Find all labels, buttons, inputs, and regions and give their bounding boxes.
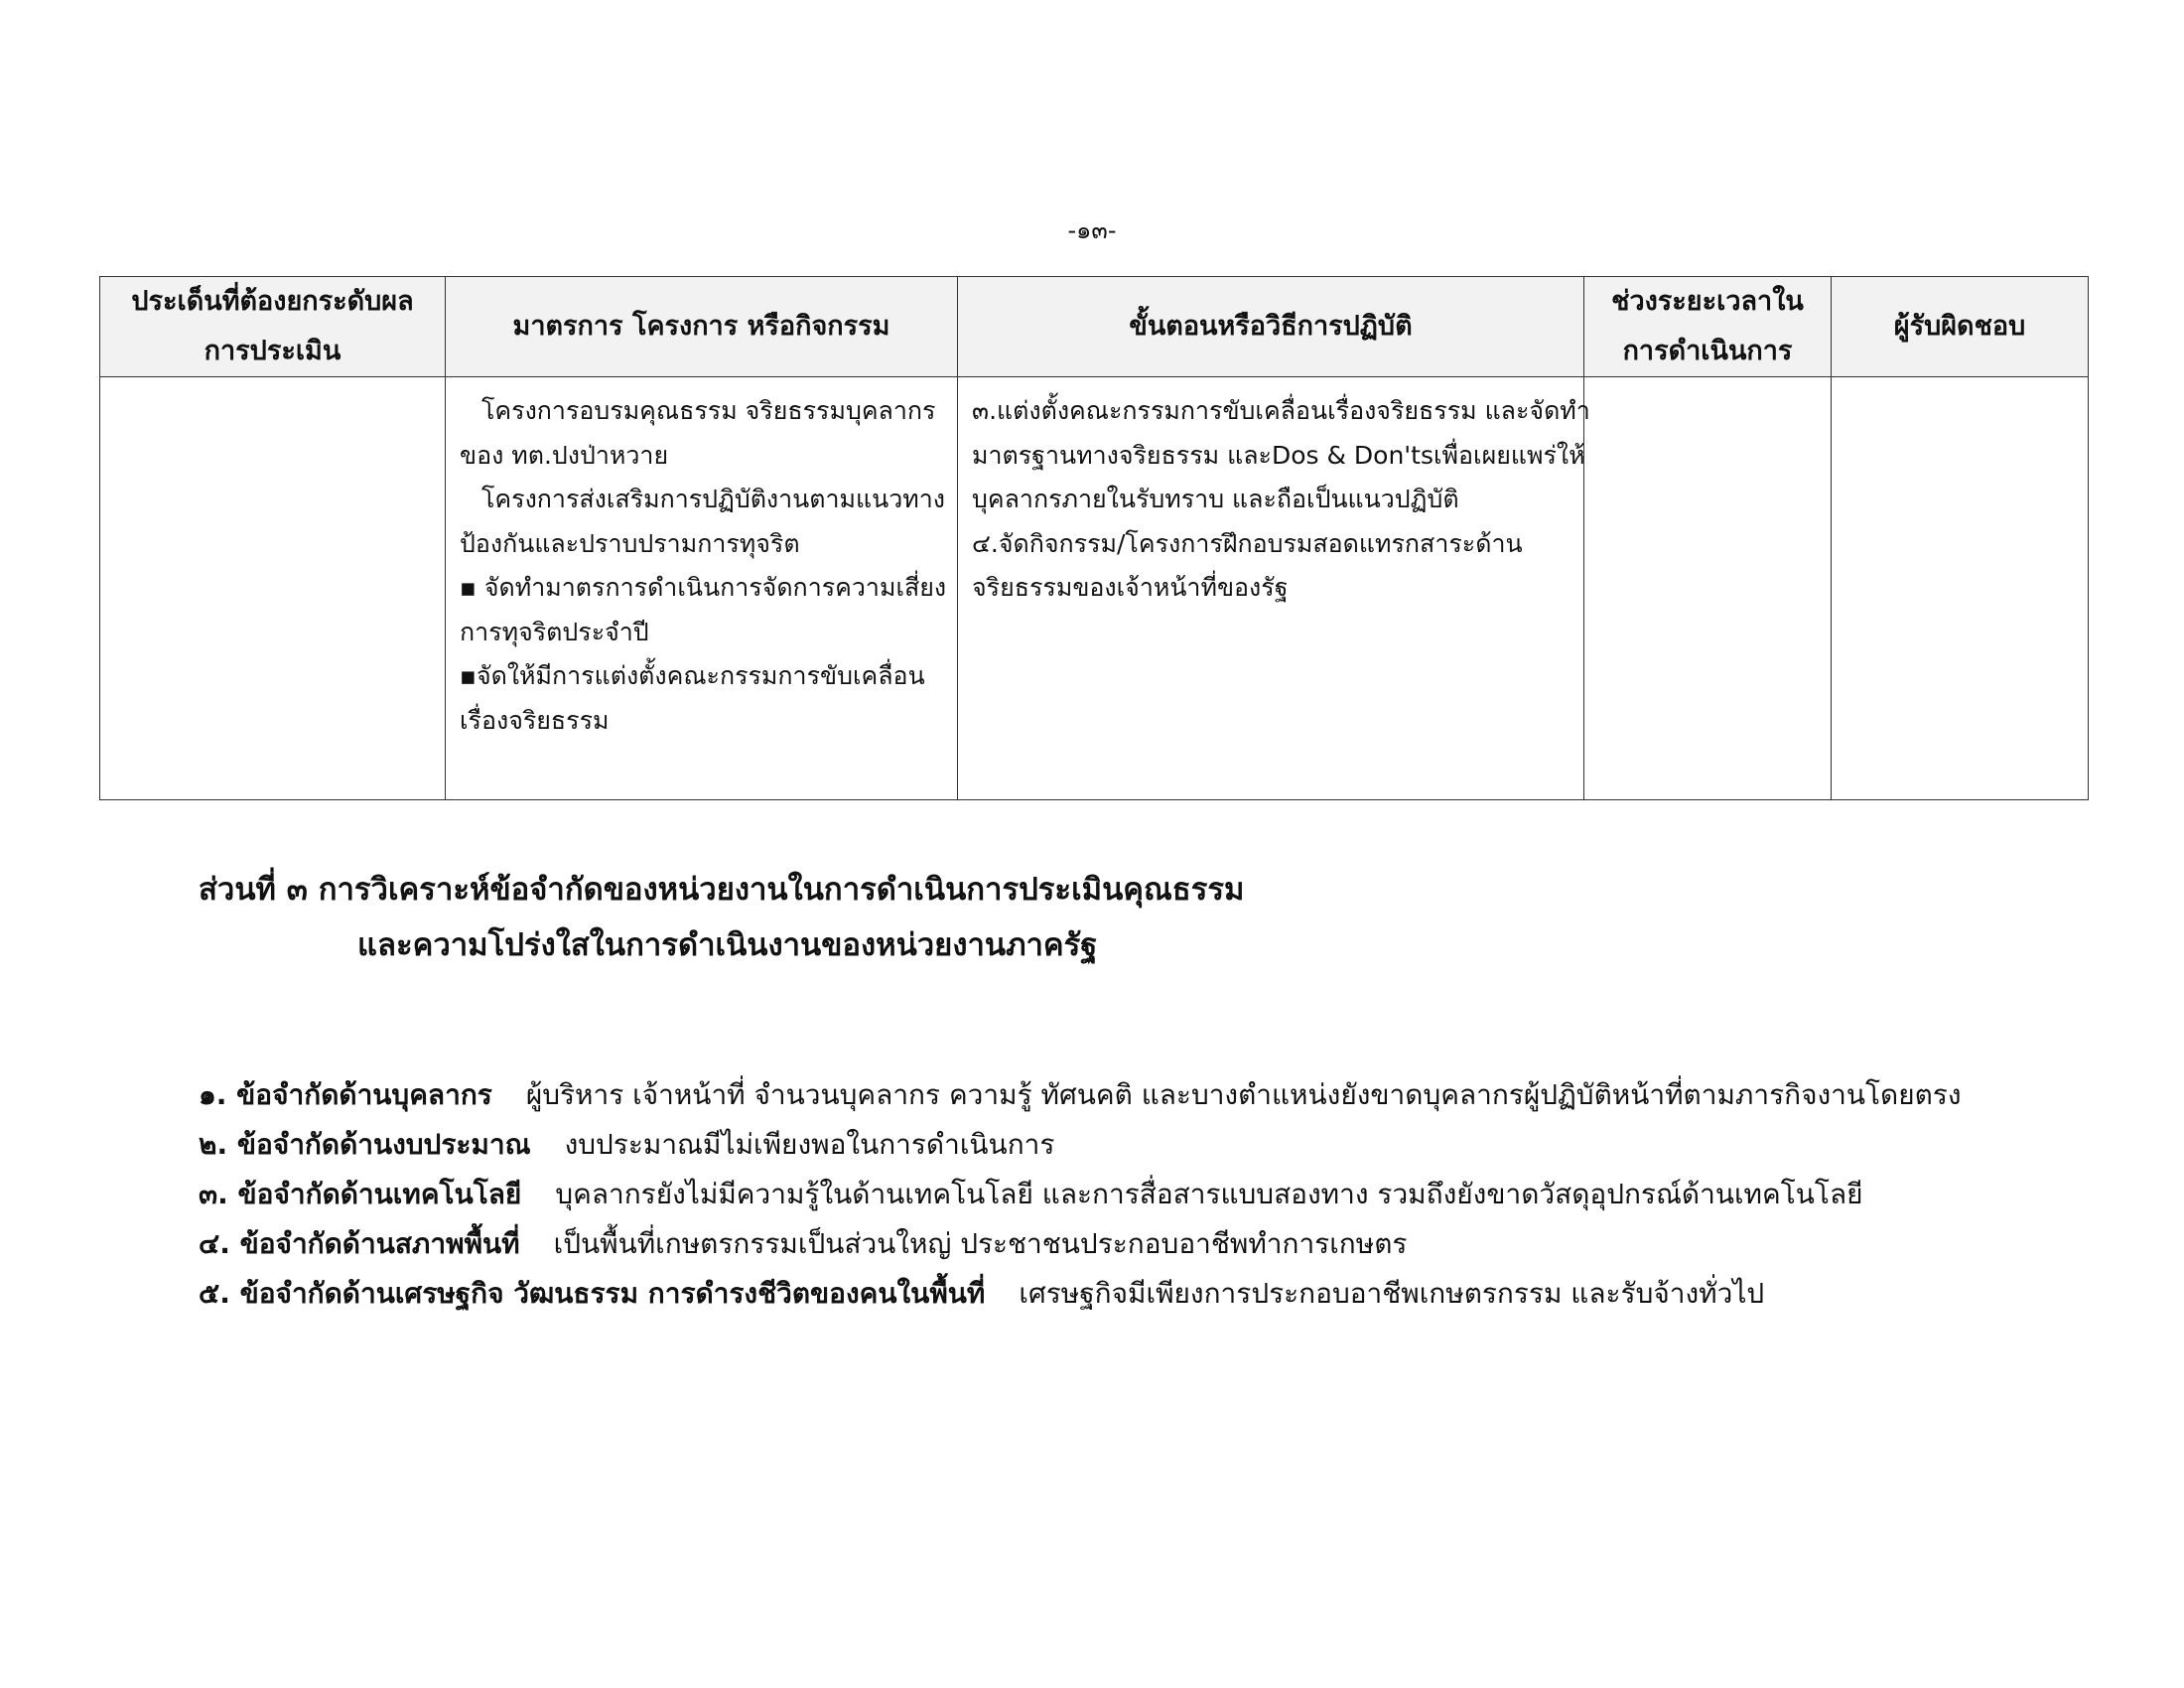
list-item [199, 1170, 1962, 1219]
measure-line: ▪จัดให้มีการแต่งตั้งคณะกรรมการขับเคลื่อน [460, 661, 925, 690]
cell-responsible [1832, 377, 2089, 800]
measure-line: ป้องกันและปราบปรามการทุจริต [460, 528, 800, 558]
step-line: มาตรฐานทางจริยธรรม และDos & Don'tsเพื่อเผยแพร่ให้ [972, 440, 1585, 470]
step-line: จริยธรรมของเจ้าหน้าที่ของรัฐ [972, 573, 1289, 602]
section-3-subtitle: และความโปร่งใสในการดำเนินงานของหน่วยงานภาครัฐ [357, 927, 1098, 963]
cell-measures [446, 377, 958, 800]
list-item [199, 1070, 1962, 1120]
measure-line: โครงการอบรมคุณธรรม จริยธรรมบุคลากร [481, 396, 936, 425]
section-3-title: ส่วนที่ ๓ การวิเคราะห์ข้อจำกัดของหน่วยงานในการดำเนินการประเมินคุณธรรม [199, 872, 1245, 908]
header-period: ช่วงระยะเวลาใน การดำเนินการ [1584, 277, 1832, 377]
header-measures: มาตรการ โครงการ หรือกิจกรรม [446, 277, 958, 377]
limitation-label: ๔. ข้อจำกัดด้านสภาพพื้นที่ [199, 1227, 520, 1260]
action-plan-table [99, 276, 2089, 800]
limitation-text: บุคลากรยังไม่มีความรู้ในด้านเทคโนโลยี และการสื่อสารแบบสองทาง รวมถึงยังขาดวัสดุอุปกรณ์ด้านเทคโนโลยี [555, 1178, 1863, 1210]
limitations-list [199, 1070, 1962, 1319]
limitation-label: ๕. ข้อจำกัดด้านเศรษฐกิจ วัฒนธรรม การดำรงชีวิตของคนในพื้นที่ [199, 1277, 986, 1310]
limitation-text: ผู้บริหาร เจ้าหน้าที่ จำนวนบุคลากร ความรู้ ทัศนคติ และบางตำแหน่งยังขาดบุคลากรผู้ปฏิบัติหน้าที่ตามภารกิจงานโดยตรง [525, 1078, 1962, 1111]
step-line: บุคลากรภายในรับทราบ และถือเป็นแนวปฏิบัติ [972, 485, 1459, 513]
limitation-text: งบประมาณมีไม่เพียงพอในการดำเนินการ [564, 1128, 1055, 1161]
header-issue: ประเด็นที่ต้องยกระดับผล การประเมิน [100, 277, 446, 377]
cell-steps [958, 377, 1590, 800]
header-responsible: ผู้รับผิดชอบ [1832, 277, 2089, 377]
list-item [199, 1219, 1962, 1269]
measure-line: ของ ทต.ปงป่าหวาย [460, 440, 669, 470]
measure-line: การทุจริตประจำปี [460, 617, 649, 646]
step-line: ๓.แต่งตั้งคณะกรรมการขับเคลื่อนเรื่องจริยธรรม และจัดทำ [972, 396, 1590, 425]
cell-period [1584, 377, 1832, 800]
limitation-label: ๓. ข้อจำกัดด้านเทคโนโลยี [199, 1178, 522, 1210]
measure-line: ▪ จัดทำมาตรการดำเนินการจัดการความเสี่ยง [460, 573, 947, 602]
page-number: -๑๓- [1067, 216, 1117, 244]
header-steps: ขั้นตอนหรือวิธีการปฏิบัติ [958, 277, 1584, 377]
limitation-text: เศรษฐกิจมีเพียงการประกอบอาชีพเกษตรกรรม และรับจ้างทั่วไป [1019, 1277, 1765, 1310]
cell-issue [100, 377, 446, 800]
list-item [199, 1120, 1962, 1170]
table-row [100, 377, 2089, 800]
list-item [199, 1269, 1962, 1319]
measure-line: โครงการส่งเสริมการปฏิบัติงานตามแนวทาง [481, 485, 945, 513]
section-3-heading [199, 862, 1244, 973]
step-line: ๔.จัดกิจกรรม/โครงการฝึกอบรมสอดแทรกสาระด้าน [972, 528, 1523, 558]
limitation-label: ๒. ข้อจำกัดด้านงบประมาณ [199, 1128, 531, 1161]
limitation-text: เป็นพื้นที่เกษตรกรรมเป็นส่วนใหญ่ ประชาชนประกอบอาชีพทำการเกษตร [553, 1227, 1408, 1260]
measure-line: เรื่องจริยธรรม [460, 705, 610, 735]
limitation-label: ๑. ข้อจำกัดด้านบุคลากร [199, 1078, 492, 1111]
table-header-row [100, 277, 2089, 377]
